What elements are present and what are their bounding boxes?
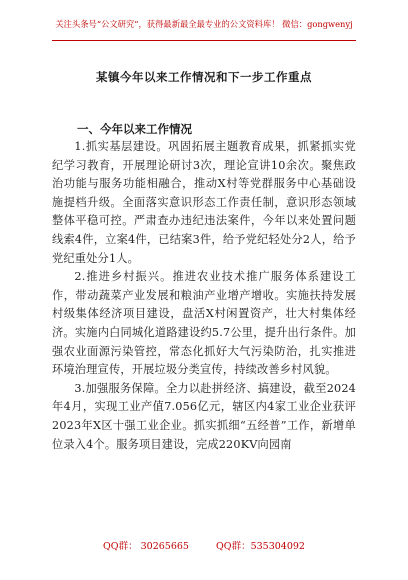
qq-group-2: QQ群：535304092: [216, 541, 305, 552]
document-title: 某镇今年以来工作情况和下一步工作重点: [96, 70, 312, 84]
footer-qq-groups: [0, 538, 408, 552]
header-divider: [52, 40, 356, 41]
document-body: [52, 138, 356, 454]
paragraph-3: 3.加强服务保障。全力以赴拼经济、搞建设，截至2024年4月，实现工业产值7.056亿元，辖区内4家工业企业获评2023年X区十强工业企业。抓实抓细“五经普”工作，新增单位录入4个。服务项目建设，完成220KV向园南: [52, 381, 356, 451]
qq-group-1: QQ群： 30265665: [103, 541, 189, 552]
paragraph-2: 2.推进乡村振兴。推进农业技术推广服务体系建设工作，带动蔬菜产业发展和粮油产业增产增收。实施扶持发展村级集体经济项目建设，盘活X村闲置资产，壮大村集体经济。实施内白同城化道路建设约5.7公里，提升出行条件。加强农业面源污染管控，常态化抓好大气污染防治，扎实推进环境治理宣传，开展垃圾分类宣传，持续改善乡村风貌。: [52, 270, 356, 377]
section-heading: 一、今年以来工作情况: [77, 122, 192, 136]
header-banner: 关注头条号“公文研究”，获得最新最全最专业的公文资料库！ 微信：gongwenyj: [55, 19, 353, 29]
paragraph-1: 1.抓实基层建设。巩固拓展主题教育成果，抓紧抓实党纪学习教育，开展理论研讨3次，理论宣讲10余次。聚焦政治功能与服务功能相融合，推动X村等党群服务中心基础设施提档升级。全面落实意识形态工作责任制，意识形态领域整体平稳可控。严肃查办违纪违法案件，今年以来处置问题线索4件，立案4件，已结案3件，给予党纪轻处分2人，给予党纪重处分1人。: [52, 140, 356, 265]
